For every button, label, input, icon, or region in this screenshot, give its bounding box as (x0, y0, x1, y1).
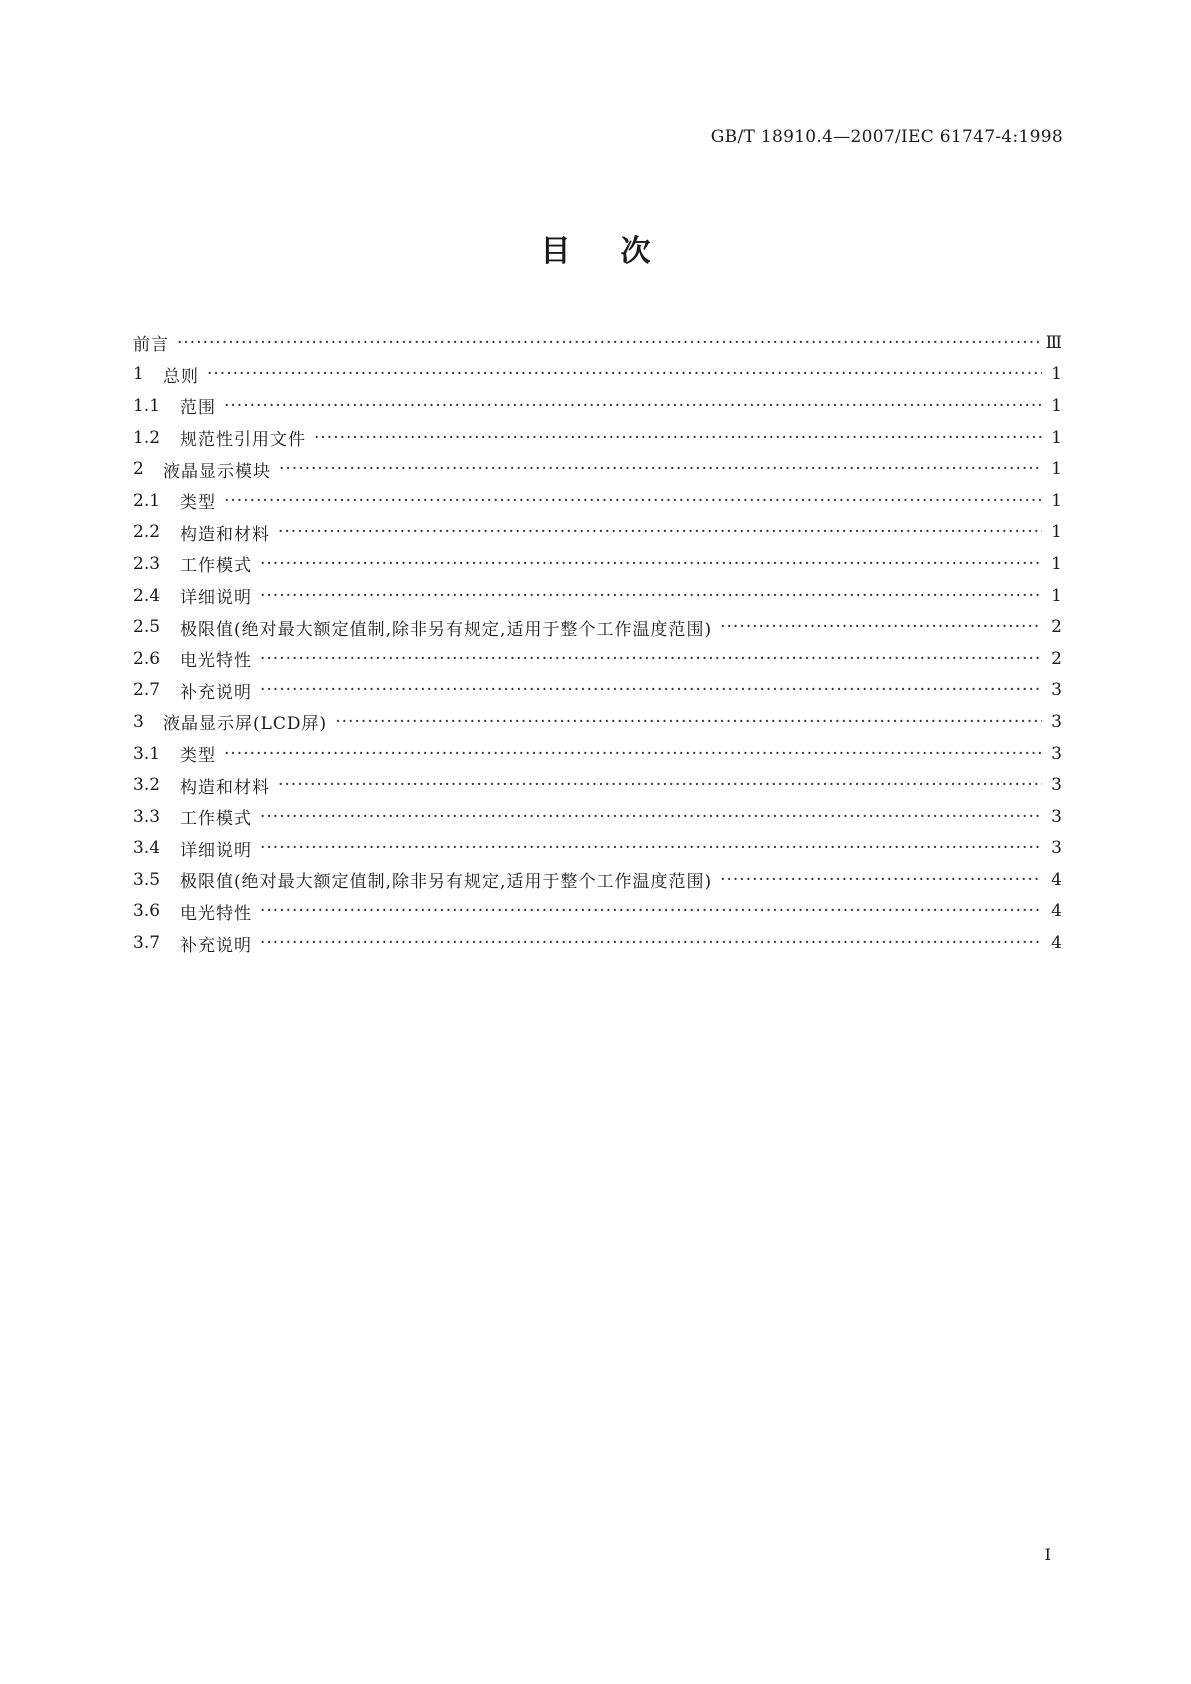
toc-entry-label: 补充说明 (180, 935, 252, 956)
toc-entry-number: 2.7 (133, 680, 161, 701)
toc-entry-number: 3.4 (133, 838, 161, 859)
toc-entry[interactable] (133, 864, 1062, 896)
toc-entry-number: 1 (133, 364, 144, 385)
toc-entry-label: 详细说明 (180, 588, 252, 609)
toc-entry-page: 3 (1051, 838, 1062, 859)
toc-leader-dots (335, 712, 1042, 732)
toc-entry[interactable] (133, 769, 1062, 801)
toc-entry-number: 3.2 (133, 775, 161, 796)
toc-entry-label: 构造和材料 (180, 777, 270, 798)
toc-entry-label: 补充说明 (180, 682, 252, 703)
toc-entry-page: 2 (1051, 648, 1062, 669)
toc-leader-dots (260, 933, 1042, 953)
page-title: 目次 (540, 234, 701, 269)
toc-leader-dots (278, 522, 1042, 542)
toc-entry-number: 3 (133, 711, 144, 732)
standard-number-header: GB/T 18910.4—2007/IEC 61747-4:1998 (710, 127, 1063, 147)
toc-leader-dots (207, 364, 1042, 384)
toc-entry-label: 总则 (163, 366, 199, 387)
toc-entry-number: 2 (133, 459, 144, 480)
toc-entry-page: 1 (1051, 522, 1062, 543)
toc-entry[interactable] (133, 738, 1062, 770)
toc-entry-page: 1 (1051, 459, 1062, 480)
toc-entry-label: 工作模式 (180, 809, 252, 830)
toc-entry[interactable] (133, 327, 1062, 359)
toc-entry-label: 极限值(绝对最大额定值制,除非另有规定,适用于整个工作温度范围) (180, 872, 713, 893)
toc-entry-number: 3.7 (133, 933, 161, 954)
toc-entry-label: 工作模式 (180, 556, 252, 577)
toc-entry[interactable] (133, 927, 1062, 959)
toc-entry-page: 2 (1051, 617, 1062, 638)
toc-leader-dots (279, 459, 1042, 479)
toc-entry-number: 3.5 (133, 869, 161, 890)
toc-entry-number: 1.1 (133, 395, 161, 416)
toc-entry-page: 1 (1051, 553, 1062, 574)
toc-entry[interactable] (133, 643, 1062, 675)
toc-leader-dots (720, 617, 1042, 637)
toc-entry[interactable] (133, 706, 1062, 738)
toc-leader-dots (224, 744, 1042, 764)
toc-leader-dots (177, 333, 1040, 353)
toc-entry-page: 4 (1051, 901, 1062, 922)
toc-leader-dots (720, 870, 1042, 890)
toc-entry-number: 3.1 (133, 743, 161, 764)
table-of-contents (133, 327, 1062, 959)
toc-leader-dots (260, 838, 1042, 858)
toc-entry[interactable] (133, 548, 1062, 580)
toc-entry[interactable] (133, 833, 1062, 865)
toc-entry-page: 1 (1051, 585, 1062, 606)
toc-entry[interactable] (133, 801, 1062, 833)
toc-leader-dots (260, 807, 1042, 827)
toc-entry[interactable] (133, 517, 1062, 549)
toc-entry-page: 3 (1051, 680, 1062, 701)
toc-leader-dots (278, 775, 1042, 795)
toc-leader-dots (260, 554, 1042, 574)
toc-entry-page: Ⅲ (1045, 332, 1062, 353)
toc-entry-page: 4 (1051, 933, 1062, 954)
toc-entry-number: 2.4 (133, 585, 161, 606)
toc-entry-label: 类型 (180, 493, 216, 514)
toc-entry-label: 电光特性 (180, 651, 252, 672)
toc-leader-dots (260, 586, 1042, 606)
toc-entry-label: 液晶显示屏(LCD屏) (163, 714, 328, 735)
toc-entry-page: 1 (1051, 364, 1062, 385)
toc-entry-label: 电光特性 (180, 903, 252, 924)
toc-entry-label: 详细说明 (180, 840, 252, 861)
toc-entry-page: 3 (1051, 806, 1062, 827)
toc-entry-label: 范围 (180, 398, 216, 419)
toc-leader-dots (224, 396, 1042, 416)
toc-entry[interactable] (133, 896, 1062, 928)
toc-entry-label: 前言 (133, 335, 169, 356)
toc-leader-dots (224, 491, 1042, 511)
toc-entry-label: 规范性引用文件 (180, 430, 306, 451)
toc-entry[interactable] (133, 453, 1062, 485)
toc-entry-page: 1 (1051, 427, 1062, 448)
toc-entry[interactable] (133, 359, 1062, 391)
toc-entry-number: 2.5 (133, 617, 161, 638)
toc-entry-number: 2.2 (133, 522, 161, 543)
toc-entry-page: 3 (1051, 743, 1062, 764)
toc-entry[interactable] (133, 422, 1062, 454)
toc-entry-page: 3 (1051, 711, 1062, 732)
toc-entry[interactable] (133, 580, 1062, 612)
toc-entry-number: 3.3 (133, 806, 161, 827)
toc-entry-page: 4 (1051, 869, 1062, 890)
toc-entry-page: 3 (1051, 775, 1062, 796)
toc-leader-dots (260, 680, 1042, 700)
toc-entry-label: 类型 (180, 746, 216, 767)
toc-entry-number: 1.2 (133, 427, 161, 448)
toc-entry-label: 液晶显示模块 (163, 461, 271, 482)
toc-entry[interactable] (133, 390, 1062, 422)
toc-entry-number: 3.6 (133, 901, 161, 922)
page-number-footer: Ⅰ (1044, 1545, 1051, 1564)
toc-leader-dots (260, 649, 1042, 669)
toc-entry[interactable] (133, 485, 1062, 517)
toc-entry-label: 构造和材料 (180, 524, 270, 545)
toc-entry[interactable] (133, 675, 1062, 707)
toc-entry-number: 2.6 (133, 648, 161, 669)
toc-leader-dots (314, 428, 1042, 448)
toc-entry-number: 2.1 (133, 490, 161, 511)
toc-entry-page: 1 (1051, 395, 1062, 416)
toc-entry[interactable] (133, 611, 1062, 643)
toc-entry-number: 2.3 (133, 553, 161, 574)
toc-entry-page: 1 (1051, 490, 1062, 511)
toc-leader-dots (260, 901, 1042, 921)
toc-entry-label: 极限值(绝对最大额定值制,除非另有规定,适用于整个工作温度范围) (180, 619, 713, 640)
